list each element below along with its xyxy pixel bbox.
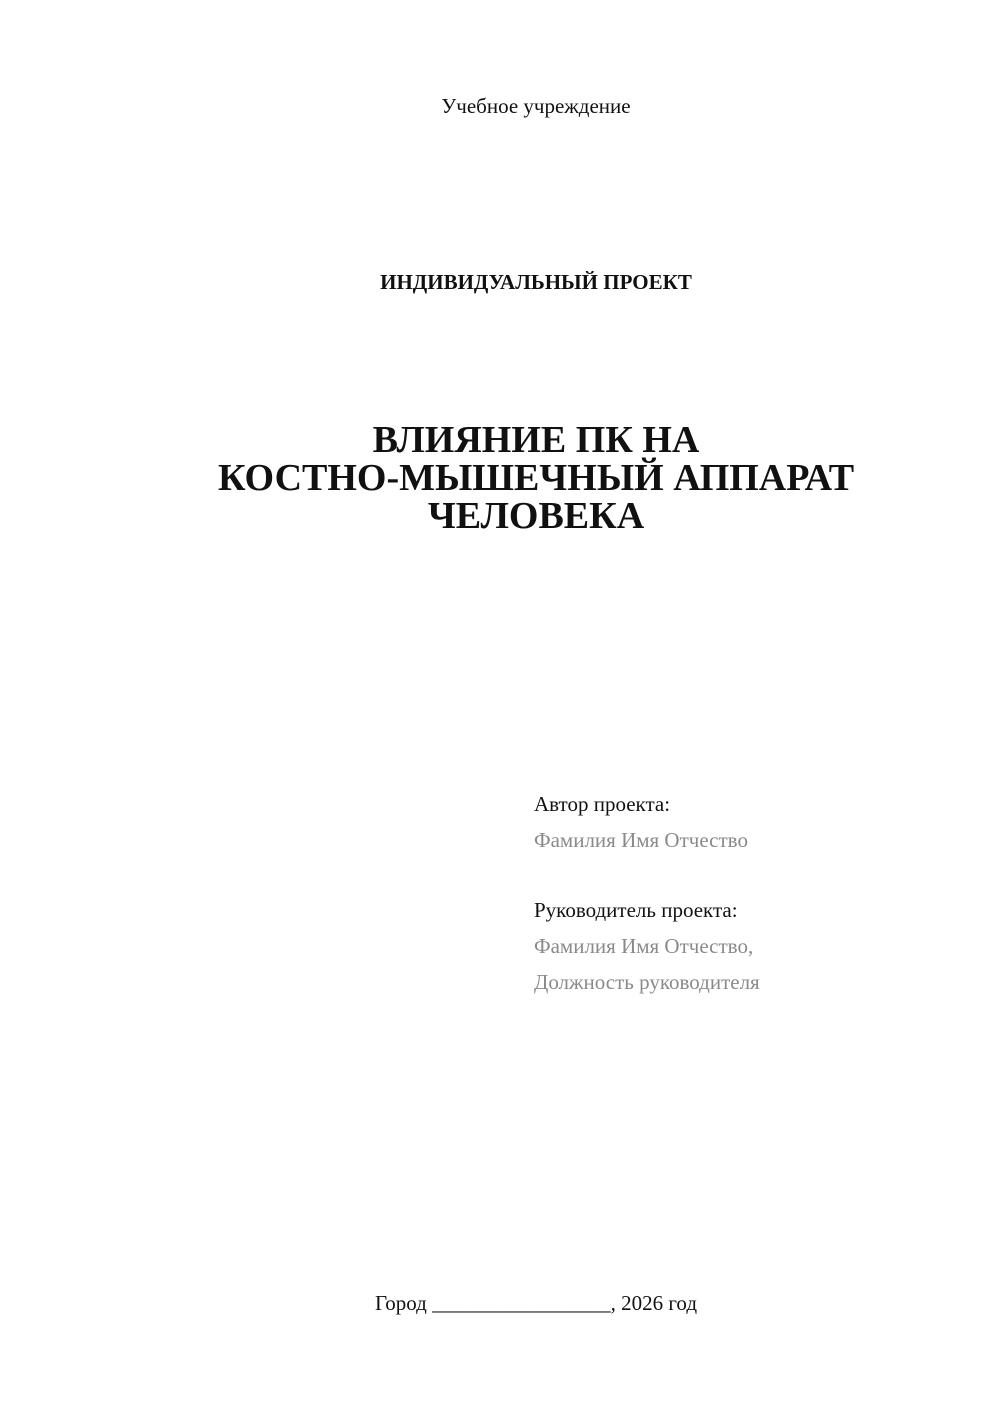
author-block bbox=[534, 786, 748, 858]
city-year-line: Город _________________, 2026 год bbox=[374, 1291, 698, 1315]
supervisor-label: Руководитель проекта: bbox=[534, 898, 738, 922]
project-title-line: ЧЕЛОВЕКА bbox=[427, 495, 645, 537]
author-label: Автор проекта: bbox=[534, 792, 671, 816]
author-name-placeholder: Фамилия Имя Отчество bbox=[534, 828, 748, 852]
supervisor-block bbox=[534, 892, 760, 1000]
project-title bbox=[0, 421, 1000, 535]
supervisor-position-placeholder: Должность руководителя bbox=[534, 970, 760, 994]
project-title-line: ВЛИЯНИЕ ПК НА bbox=[372, 419, 700, 461]
document-type: ИНДИВИДУАЛЬНЫЙ ПРОЕКТ bbox=[380, 270, 692, 294]
project-title-line: КОСТНО-МЫШЕЧНЫЙ АППАРАТ bbox=[217, 457, 855, 499]
supervisor-name-placeholder: Фамилия Имя Отчество, bbox=[534, 934, 754, 958]
institution-name: Учебное учреждение bbox=[441, 94, 631, 118]
